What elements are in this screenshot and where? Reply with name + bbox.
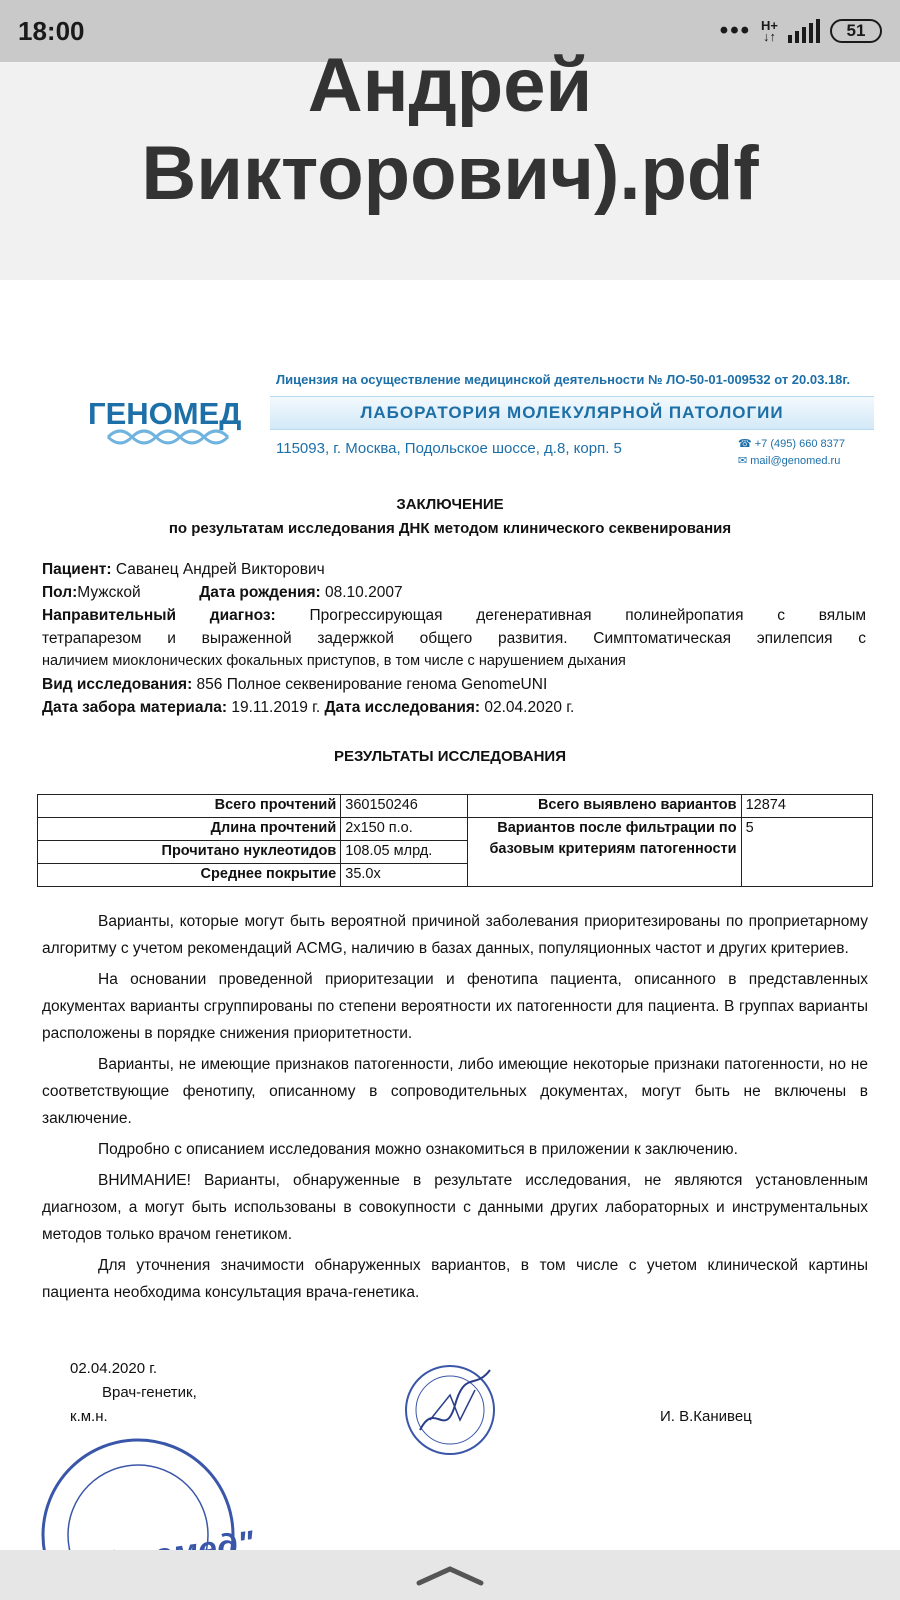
diagnosis-line1: Направительный диагноз: Прогрессирующая дегенеративная полинейропатия с вялым bbox=[42, 607, 867, 624]
paragraph: Варианты, которые могут быть вероятной причиной заболевания приоритезированы по проприетарному алгоритму с учетом рекомендаций ACMG, наличию в базах данных, популяционных частот и других критериев. bbox=[42, 913, 868, 957]
file-title-line2: Викторович).pdf bbox=[141, 131, 759, 216]
signature-degree: к.м.н. bbox=[70, 1408, 108, 1425]
battery-icon: 51 bbox=[830, 19, 882, 43]
chevron-up-icon[interactable] bbox=[415, 1563, 485, 1587]
network-type-icon: H+ ↓↑ bbox=[761, 18, 778, 44]
signal-icon bbox=[788, 19, 820, 43]
letterhead bbox=[48, 362, 874, 482]
paragraph: Для уточнения значимости обнаруженных вариантов, в том числе с учетом клинической картины пациента необходима консультация врача-генетика. bbox=[42, 1257, 868, 1301]
table-row: Всего прочтений 360150246 Всего выявлено вариантов 12874 bbox=[38, 795, 873, 818]
lab-address: 115093, г. Москва, Подольское шоссе, д.8, корп. 5 bbox=[276, 440, 622, 457]
conclusion-title: ЗАКЛЮЧЕНИЕ bbox=[396, 496, 504, 513]
logo-text: ГЕНОМЕД bbox=[88, 396, 242, 431]
table-row: Длина прочтений 2x150 п.о. Вариантов после фильтрации по базовым критериям патогенности 5 bbox=[38, 818, 873, 841]
genomed-logo-icon bbox=[48, 362, 248, 477]
conclusion-paragraphs bbox=[42, 908, 868, 1310]
study-type-row: Вид исследования: 856 Полное секвенирование генома GenomeUNI bbox=[42, 676, 548, 693]
bottom-navigation-bar[interactable] bbox=[0, 1550, 900, 1600]
patient-name-row: Пациент: Саванец Андрей Викторович bbox=[42, 561, 325, 578]
signature-date: 02.04.2020 г. bbox=[70, 1360, 158, 1377]
paragraph: Подробно с описанием исследования можно ознакомиться в приложении к заключению. bbox=[98, 1141, 738, 1158]
filtered-variants-label: Вариантов после фильтрации по базовым критериям патогенности bbox=[467, 818, 741, 887]
license-text: Лицензия на осуществление медицинской деятельности № ЛО-50-01-009532 от 20.03.18г. bbox=[276, 372, 851, 387]
lab-email: ✉ mail@genomed.ru bbox=[738, 455, 841, 467]
paragraph: Варианты, не имеющие признаков патогенности, либо имеющие некоторые признаки патогенности, но не соответствующие фенотипу, описанному в сопроводительных документах, могут быть не включены в заключение. bbox=[42, 1056, 868, 1127]
file-title-header bbox=[0, 43, 900, 280]
status-time: 18:00 bbox=[18, 15, 85, 46]
file-title-line1: Андрей bbox=[307, 43, 593, 128]
results-title: РЕЗУЛЬТАТЫ ИССЛЕДОВАНИЯ bbox=[334, 748, 566, 765]
lab-phone: ☎ +7 (495) 660 8377 bbox=[738, 438, 845, 450]
paragraph: ВНИМАНИЕ! Варианты, обнаруженные в результате исследования, не являются установленным диагнозом, а могут быть использованы в совокупности с данными других лабораторных и инструментальных методов только врачом генетиком. bbox=[42, 1172, 868, 1243]
diagnosis-line2: тетрапарезом и выраженной задержкой общего развития. Симптоматическая эпилепсия с bbox=[42, 630, 866, 647]
patient-info bbox=[42, 558, 866, 719]
results-table bbox=[37, 794, 873, 887]
doctor-stamp-icon bbox=[400, 1360, 500, 1460]
lab-contacts bbox=[738, 436, 845, 470]
dates-row: Дата забора материала: 19.11.2019 г. Дата исследования: 02.04.2020 г. bbox=[42, 699, 575, 716]
notification-dots-icon: ••• bbox=[719, 17, 752, 44]
pdf-document-page[interactable] bbox=[0, 280, 900, 1550]
table-row: Прочитано нуклеотидов 108.05 млрд. bbox=[38, 841, 873, 864]
signature-role: Врач-генетик, bbox=[102, 1384, 197, 1401]
table-row: Среднее покрытие 35.0x bbox=[38, 864, 873, 887]
paragraph: На основании проведенной приоритезации и фенотипа пациента, описанного в представленных документах варианты сгруппированы по степени вероятности их патогенности для пациента. В группах варианты расположены в порядке снижения приоритетности. bbox=[42, 971, 868, 1042]
signature-name: И. В.Канивец bbox=[660, 1408, 752, 1425]
status-icons bbox=[720, 17, 882, 45]
conclusion-subtitle: по результатам исследования ДНК методом клинического секвенирования bbox=[168, 520, 732, 537]
lab-name-band bbox=[270, 396, 874, 430]
diagnosis-line3: наличием миоклонических фокальных приступов, в том числе с нарушением дыхания bbox=[42, 653, 626, 669]
lab-name: ЛАБОРАТОРИЯ МОЛЕКУЛЯРНОЙ ПАТОЛОГИИ bbox=[360, 403, 784, 422]
patient-sex-row: Пол:Мужской Дата рождения: 08.10.2007 bbox=[42, 584, 403, 601]
